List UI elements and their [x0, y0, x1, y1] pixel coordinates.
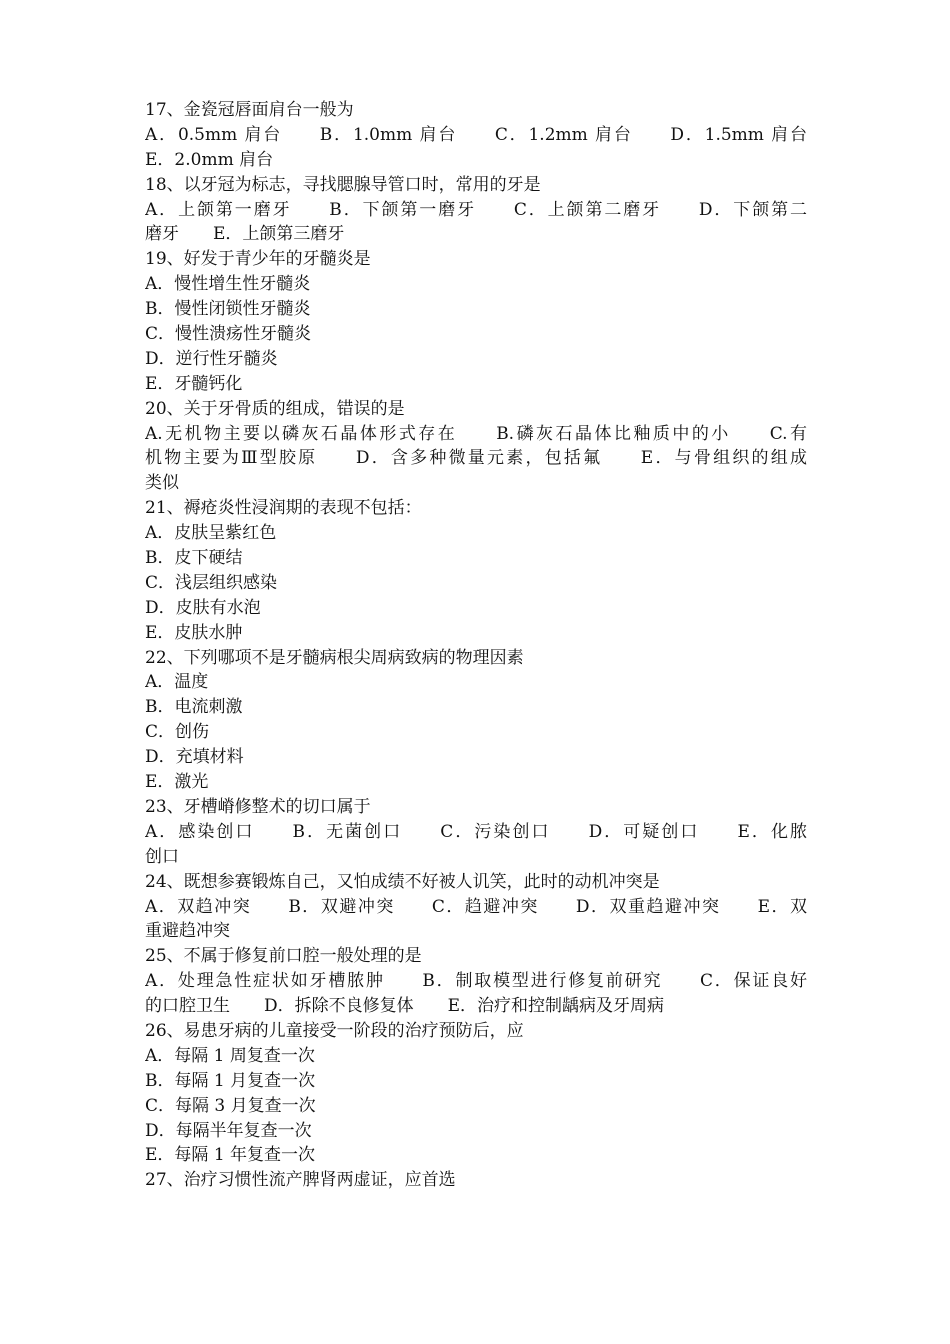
- text-line: 24、既想参赛锻炼自己，又怕成绩不好被人讥笑，此时的动机冲突是: [145, 871, 660, 892]
- text-line: 18、以牙冠为标志，寻找腮腺导管口时，常用的牙是: [145, 174, 541, 195]
- text-line: A．0.5mm 肩台 B．1.0mm 肩台 C．1.2mm 肩台 D．1.5mm 肩台: [145, 124, 807, 145]
- text-line: 创口: [145, 846, 179, 867]
- text-line: A．上颌第一磨牙 B．下颌第一磨牙 C．上颌第二磨牙 D．下颌第二: [145, 199, 807, 220]
- text-line: A．每隔 1 周复查一次: [145, 1045, 315, 1066]
- text-line: 重避趋冲突: [145, 921, 230, 942]
- text-line: B．皮下硬结: [145, 548, 243, 569]
- text-line: A.无机物主要以磷灰石晶体形式存在 B.磷灰石晶体比釉质中的小 C.有: [145, 423, 807, 444]
- text-line: A．处理急性症状如牙槽脓肿 B．制取模型进行修复前研究 C．保证良好: [145, 971, 807, 992]
- text-line: D．皮肤有水泡: [145, 597, 261, 618]
- text-line: 25、不属于修复前口腔一般处理的是: [145, 946, 422, 967]
- text-line: B．每隔 1 月复查一次: [145, 1070, 316, 1091]
- text-line: D．充填材料: [145, 747, 244, 768]
- text-line: C．每隔 3 月复查一次: [145, 1095, 316, 1116]
- text-line: D．逆行性牙髓炎: [145, 348, 278, 369]
- text-line: 26、易患牙病的儿童接受一阶段的治疗预防后，应: [145, 1020, 524, 1041]
- text-line: E．牙髓钙化: [145, 373, 243, 394]
- text-line: E．2.0mm 肩台: [145, 149, 274, 170]
- document-page: [145, 98, 807, 1193]
- text-line: 19、好发于青少年的牙髓炎是: [145, 249, 371, 270]
- text-line: E．每隔 1 年复查一次: [145, 1145, 316, 1166]
- text-line: 类似: [145, 473, 179, 494]
- text-line: A．温度: [145, 672, 209, 693]
- text-line: A．皮肤呈紫红色: [145, 523, 277, 544]
- text-line: C．创伤: [145, 722, 210, 743]
- text-line: C．慢性溃疡性牙髓炎: [145, 324, 312, 345]
- text-line: 23、牙槽嵴修整术的切口属于: [145, 796, 371, 817]
- text-line: 22、下列哪项不是牙髓病根尖周病致病的物理因素: [145, 647, 524, 668]
- text-line: 20、关于牙骨质的组成，错误的是: [145, 398, 405, 419]
- text-line: C．浅层组织感染: [145, 572, 278, 593]
- text-line: A．双趋冲突 B．双避冲突 C．趋避冲突 D．双重趋避冲突 E．双: [145, 896, 807, 917]
- text-line: E．激光: [145, 772, 209, 793]
- text-line: E．皮肤水肿: [145, 622, 243, 643]
- text-line: 磨牙 E．上颌第三磨牙: [145, 224, 345, 245]
- text-line: B．慢性闭锁性牙髓炎: [145, 299, 311, 320]
- text-line: 21、褥疮炎性浸润期的表现不包括：: [145, 498, 422, 519]
- text-line: A．感染创口 B．无菌创口 C．污染创口 D．可疑创口 E．化脓: [145, 821, 807, 842]
- text-line: A．慢性增生性牙髓炎: [145, 274, 311, 295]
- text-line: D．每隔半年复查一次: [145, 1120, 312, 1141]
- text-line: 的口腔卫生 D．拆除不良修复体 E．治疗和控制龋病及牙周病: [145, 996, 665, 1017]
- text-line: 机物主要为Ⅲ型胶原 D．含多种微量元素，包括氟 E．与骨组织的组成: [145, 448, 807, 469]
- text-line: 17、金瓷冠唇面肩台一般为: [145, 100, 354, 120]
- text-line: B．电流刺激: [145, 697, 243, 718]
- text-line: 27、治疗习惯性流产脾肾两虚证，应首选: [145, 1170, 456, 1191]
